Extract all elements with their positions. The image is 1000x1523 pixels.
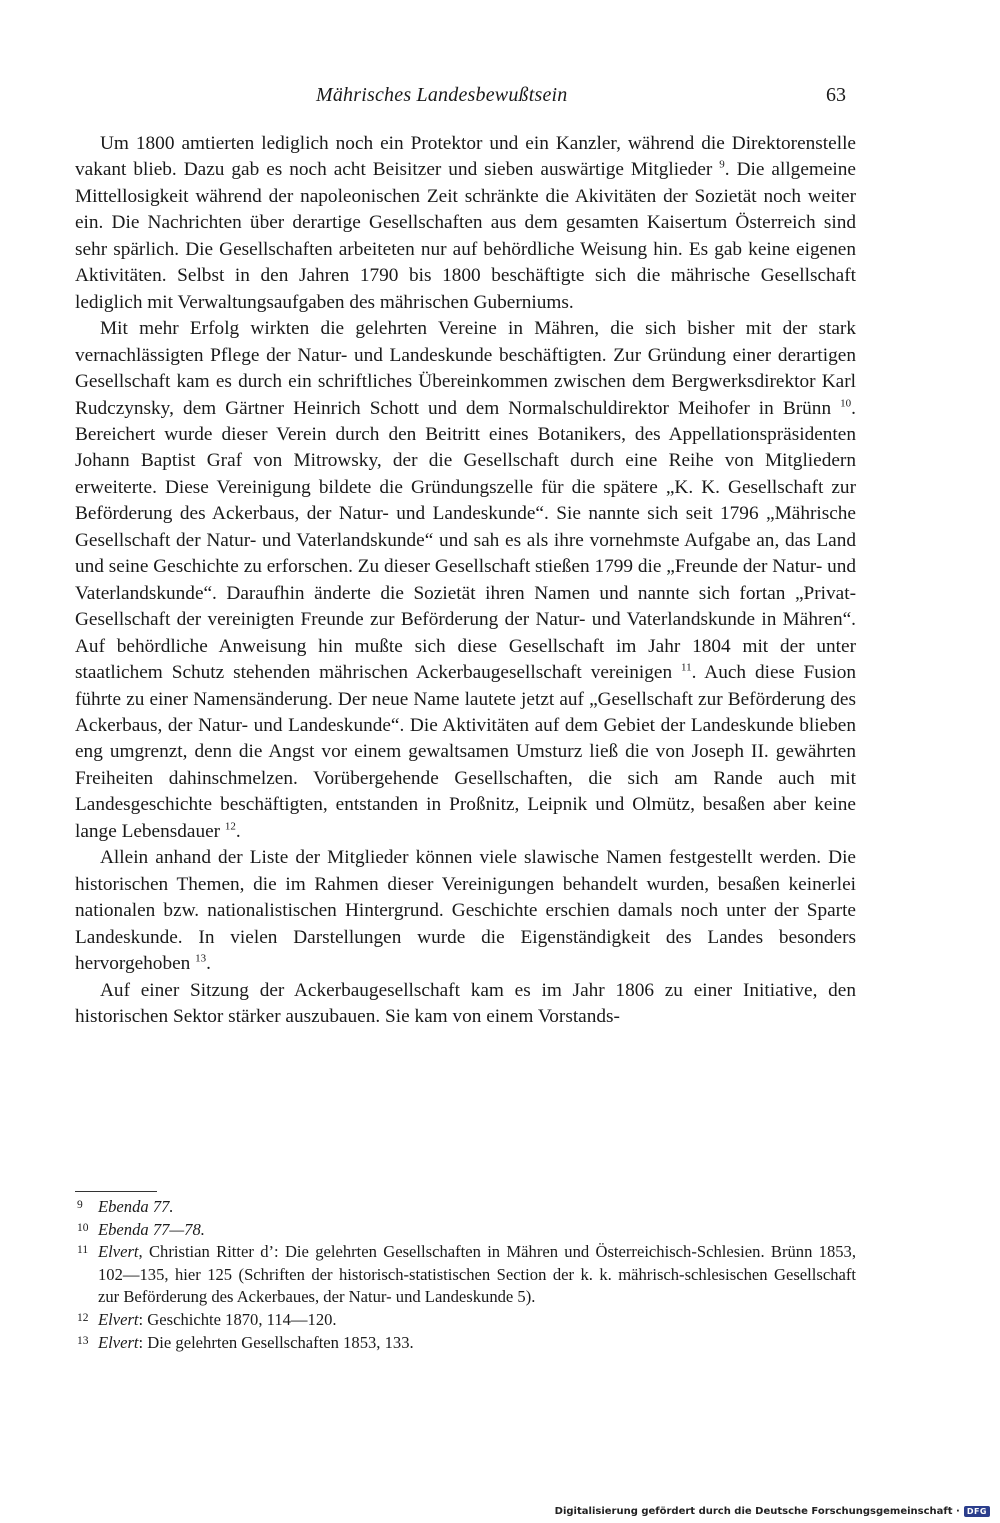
footnote-text: : Geschichte 1870, 114—120. (138, 1309, 337, 1329)
footnote-10 (75, 1219, 856, 1242)
paragraph-2-text-end: . (235, 820, 241, 842)
footnote-author: Elvert (98, 1332, 139, 1352)
footnote-ref-9: 9 (719, 159, 725, 172)
footnote-author: Elvert (98, 1309, 139, 1329)
footnote-text: : Die gelehrten Gesellschaften 1853, 133. (138, 1332, 414, 1352)
running-title: Mährisches Landesbewußtsein (316, 84, 568, 106)
footnote-author: Ebenda 77—78. (98, 1219, 205, 1239)
paragraph-2-text: Mit mehr Erfolg wirkten die gelehrten Vereine in Mähren, die sich bisher mit der stark vernachlässigten Pflege der Natur- und Landeskunde beschäftigten. Zur Gründung einer derartigen Gesellschaft kam es durch ein schriftliches Übereinkommen zwischen dem Bergwerksdirektor Karl Rudczynsky, dem Gärtner Heinrich Schott und dem Normalschuldirektor Meihofer in Brünn (75, 318, 856, 419)
paragraph-4 (75, 978, 856, 1031)
footnote-number: 10 (77, 1221, 89, 1234)
footnote-number: 12 (77, 1311, 89, 1324)
paragraph-2-text-cont: . Bereichert wurde dieser Verein durch den Beitritt eines Botanikers, des Appellationspräsidenten Johann Baptist Graf von Mitrowsky, der die Gesellschaft durch eine Reihe von Mitgliedern erweiterte. Diese Vereinigung bildete die Gründungszelle für die spätere „K. K. Gesellschaft zur Beförderung des Ackerbaus, der Natur- und Landeskunde“. Sie nannte sich seit 1796 „Mährische Gesellschaft der Natur- und Vaterlandskunde“ und sah es als ihre vornehmste Aufgabe an, das Land und seine Geschichte zu erforschen. Zu dieser Gesellschaft stießen 1799 die „Freunde der Natur- und Vaterlandskunde“. Daraufhin änderte die Sozietät ihren Namen und nannte sich fortan „Privat-Gesellschaft der vereinigten Freunde zur Beförderung der Natur- und Vaterlandskunde in Mähren“. Auf behördliche Anweisung hin mußte sich diese Gesellschaft im Jahr 1804 mit der unter staatlichem Schutz stehenden mährischen Ackerbaugesellschaft vereinigen (75, 397, 856, 684)
footnote-12 (75, 1309, 856, 1332)
paragraph-4-text: Auf einer Sitzung der Ackerbaugesellschaft kam es im Jahr 1806 zu einer Initiative, den historischen Sektor stärker auszubauen. Sie kam von einem Vorstands- (75, 979, 856, 1027)
paragraph-1-text: Um 1800 amtierten lediglich noch ein Protektor und ein Kanzler, während die Direktorenstelle vakant blieb. Dazu gab es noch acht Beisitzer und sieben auswärtige Mitglieder (75, 133, 856, 181)
footnote-number: 9 (77, 1199, 83, 1211)
paragraph-1-text-cont: . Die allgemeine Mittellosigkeit während der napoleonischen Zeit schränkte die Akivitäten der Sozietät noch weiter ein. Die Nachrichten über derartige Gesellschaften aus dem gesamten Kaisertum Österreich sind sehr spärlich. Die Gesellschaften arbeiteten nur auf behördliche Weisung hin. Es gab keine eigenen Aktivitäten. Selbst in den Jahren 1790 bis 1800 beschäftigte sich die mährische Gesellschaft lediglich mit Verwaltungsaufgaben des mährischen Guberniums. (75, 159, 856, 313)
running-head (0, 84, 1000, 114)
footnote-text: , Christian Ritter d’: Die gelehrten Gesellschaften in Mähren und Österreichisch-Schlesien. Brünn 1853, 102—135, hier 125 (Schriften der historisch-statistischen Section der k. k. mährisch-schlesischen Gesellschaft zur Beförderung des Ackerbaues, der Natur- und Landeskunde 5). (98, 1242, 856, 1307)
footnote-number: 13 (77, 1334, 89, 1347)
paragraph-2-text-cont-2: . Auch diese Fusion führte zu einer Namensänderung. Der neue Name lautete jetzt auf „Gesellschaft zur Beförderung des Ackerbaus, der Natur- und Landeskunde“. Die Aktivitäten auf dem Gebiet der Landeskunde blieben eng umgrenzt, denn die Angst vor einem gewaltsamen Umsturz ließ die von Joseph II. gewährten Freiheiten dahinschmelzen. Vorübergehende Gesellschaften, die sich am Rande auch mit Landesgeschichte beschäftigten, entstanden in Proßnitz, Leipnik und Olmütz, besaßen aber keine lange Lebensdauer (75, 662, 856, 842)
footnote-ref-10: 10 (840, 397, 852, 410)
paragraph-3-text: Allein anhand der Liste der Mitglieder können viele slawische Namen festgestellt werden. Die historischen Themen, die im Rahmen dieser Vereinigungen behandelt wurden, besaßen keinerlei nationalen bzw. nationalistischen Hintergrund. Geschichte erschien damals noch unter der Sparte Landeskunde. In vielen Darstellungen wurde die Eigenständigkeit des Landes besonders hervorgehoben (75, 847, 856, 975)
paragraph-1 (75, 131, 856, 316)
footnote-ref-13: 13 (195, 952, 207, 965)
paragraph-3-text-end: . (206, 953, 211, 975)
footnote-ref-11: 11 (681, 661, 692, 674)
body-text (75, 131, 856, 1030)
dfg-logo-icon: DFG (964, 1506, 990, 1517)
footnote-ref-12: 12 (224, 820, 236, 833)
credit-text: Digitalisierung gefördert durch die Deutsche Forschungsgemeinschaft · (554, 1506, 960, 1517)
footnote-11 (75, 1241, 856, 1309)
digitization-credit (555, 1506, 990, 1517)
footnote-13 (75, 1332, 856, 1355)
footnote-author: Elvert (98, 1242, 139, 1262)
paragraph-2 (75, 316, 856, 845)
paragraph-3 (75, 845, 856, 977)
footnote-number: 11 (77, 1244, 89, 1257)
footnote-author: Ebenda 77. (98, 1197, 174, 1216)
footnotes (75, 1196, 856, 1354)
footnote-divider (75, 1191, 157, 1192)
footnote-9 (75, 1196, 856, 1219)
page-number: 63 (826, 84, 846, 106)
